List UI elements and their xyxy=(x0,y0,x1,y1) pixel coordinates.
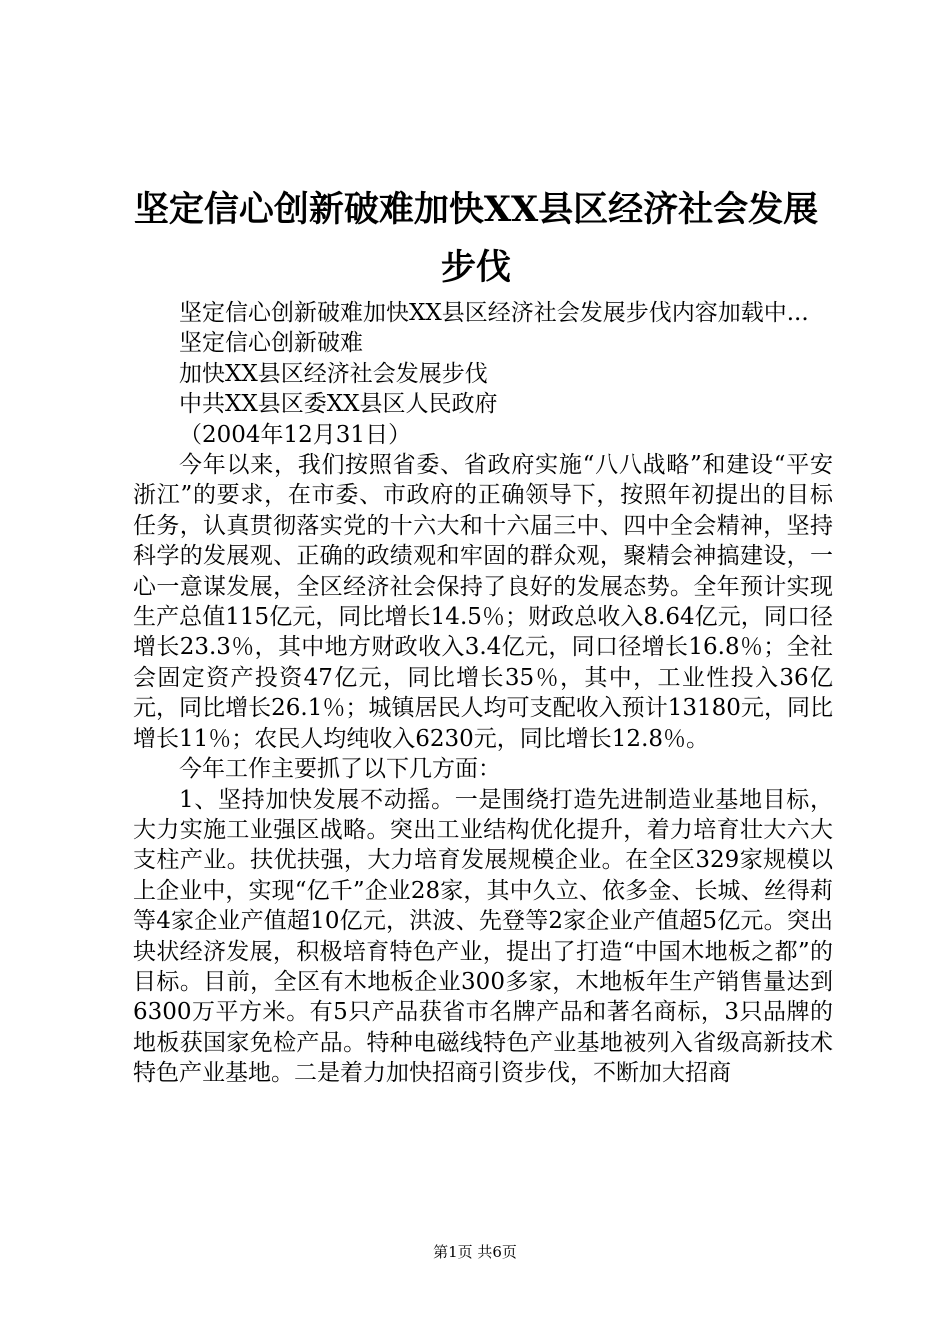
date-line: （2004年12月31日） xyxy=(179,421,412,448)
document-body xyxy=(133,298,833,1089)
subtitle-line-1: 坚定信心创新破难 xyxy=(179,330,363,357)
document-title-line-2: 步伐 xyxy=(440,247,511,288)
intro-paragraph: 坚定信心创新破难加快XX县区经济社会发展步伐内容加载中... xyxy=(179,300,809,326)
page-footer: 第1页 共6页 xyxy=(433,1243,517,1261)
document-title-line-1: 坚定信心创新破难加快XX县区经济社会发展 xyxy=(133,189,819,230)
body-paragraph: 今年工作主要抓了以下几方面： xyxy=(179,756,501,783)
body-paragraph: 1、坚持加快发展不动摇。一是围绕打造先进制造业基地目标，大力实施工业强区战略。突出工业结构优化提升，着力培育壮大六大支柱产业。扶优扶强，大力培育发展规模企业。在全区329家规模以上企业中，实现“亿千”企业28家，其中久立、依多金、长城、丝得莉等4家企业产值超10亿元，洪波、先登等2家企业产值超5亿元。突出块状经济发展，积极培育特色产业，提出了打造“中国木地板之都”的目标。目前，全区有木地板企业300多家，木地板年生产销售量达到6300万平方米。有5只产品获省市名牌产品和著名商标，3只品牌的地板获国家免检产品。特种电磁线特色产业基地被列入省级高新技术特色产业基地。二是着力加快招商引资步伐，不断加大招商 xyxy=(133,786,833,1087)
author-line: 中共XX县区委XX县区人民政府 xyxy=(179,391,498,418)
body-paragraph: 今年以来，我们按照省委、省政府实施“八八战略”和建设“平安浙江”的要求，在市委、市政府的正确领导下，按照年初提出的目标任务，认真贯彻落实党的十六大和十六届三中、四中全会精神，坚持科学的发展观、正确的政绩观和牢固的群众观，聚精会神搞建设，一心一意谋发展，全区经济社会保持了良好的发展态势。全年预计实现生产总值115亿元，同比增长14.5％；财政总收入8.64亿元，同口径增长23.3％，其中地方财政收入3.4亿元，同口径增长16.8％；全社会固定资产投资47亿元，同比增长35％，其中，工业性投入36亿元，同比增长26.1％；城镇居民人均可支配收入预计13180元，同比增长11％；农民人均纯收入6230元，同比增长12.8％。 xyxy=(133,452,833,752)
subtitle-line-2: 加快XX县区经济社会发展步伐 xyxy=(179,360,488,387)
